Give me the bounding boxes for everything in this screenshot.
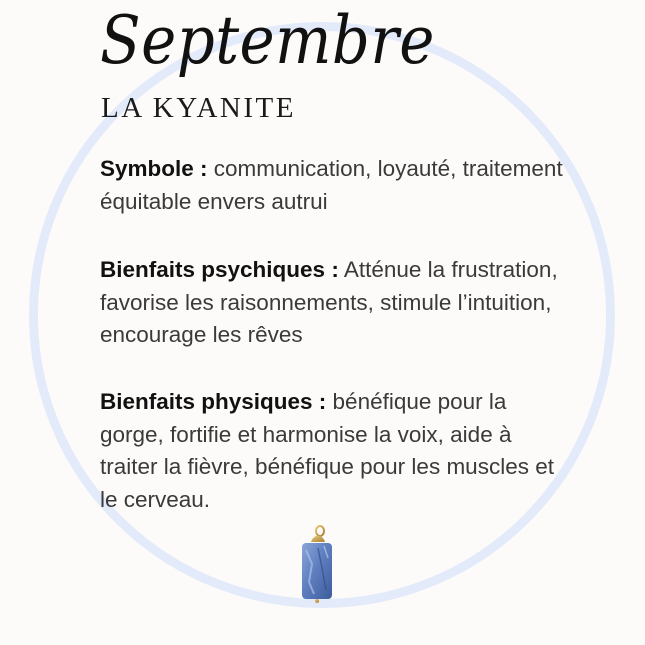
physical-benefits-label: Bienfaits physiques :: [100, 389, 327, 414]
psychic-benefits-label: Bienfaits psychiques :: [100, 257, 339, 282]
kyanite-pendant-icon: [298, 524, 336, 604]
stone-name: LA KYANITE: [101, 92, 296, 124]
psychic-benefits-paragraph: [100, 254, 570, 352]
month-title: Septembre: [100, 2, 435, 79]
psychic-benefits-text: Atténue la frustration, favorise les raisonnements, stimule l’intuition, encourage les rêves: [100, 257, 558, 347]
symbol-label: Symbole :: [100, 156, 208, 181]
physical-benefits-paragraph: [100, 386, 570, 516]
symbol-text: communication, loyauté, traitement équitable envers autrui: [100, 156, 563, 214]
physical-benefits-text: bénéfique pour la gorge, fortifie et harmonise la voix, aide à traiter la fièvre, bénéfique pour les muscles et le cerveau.: [100, 389, 554, 512]
symbol-paragraph: [100, 153, 570, 218]
